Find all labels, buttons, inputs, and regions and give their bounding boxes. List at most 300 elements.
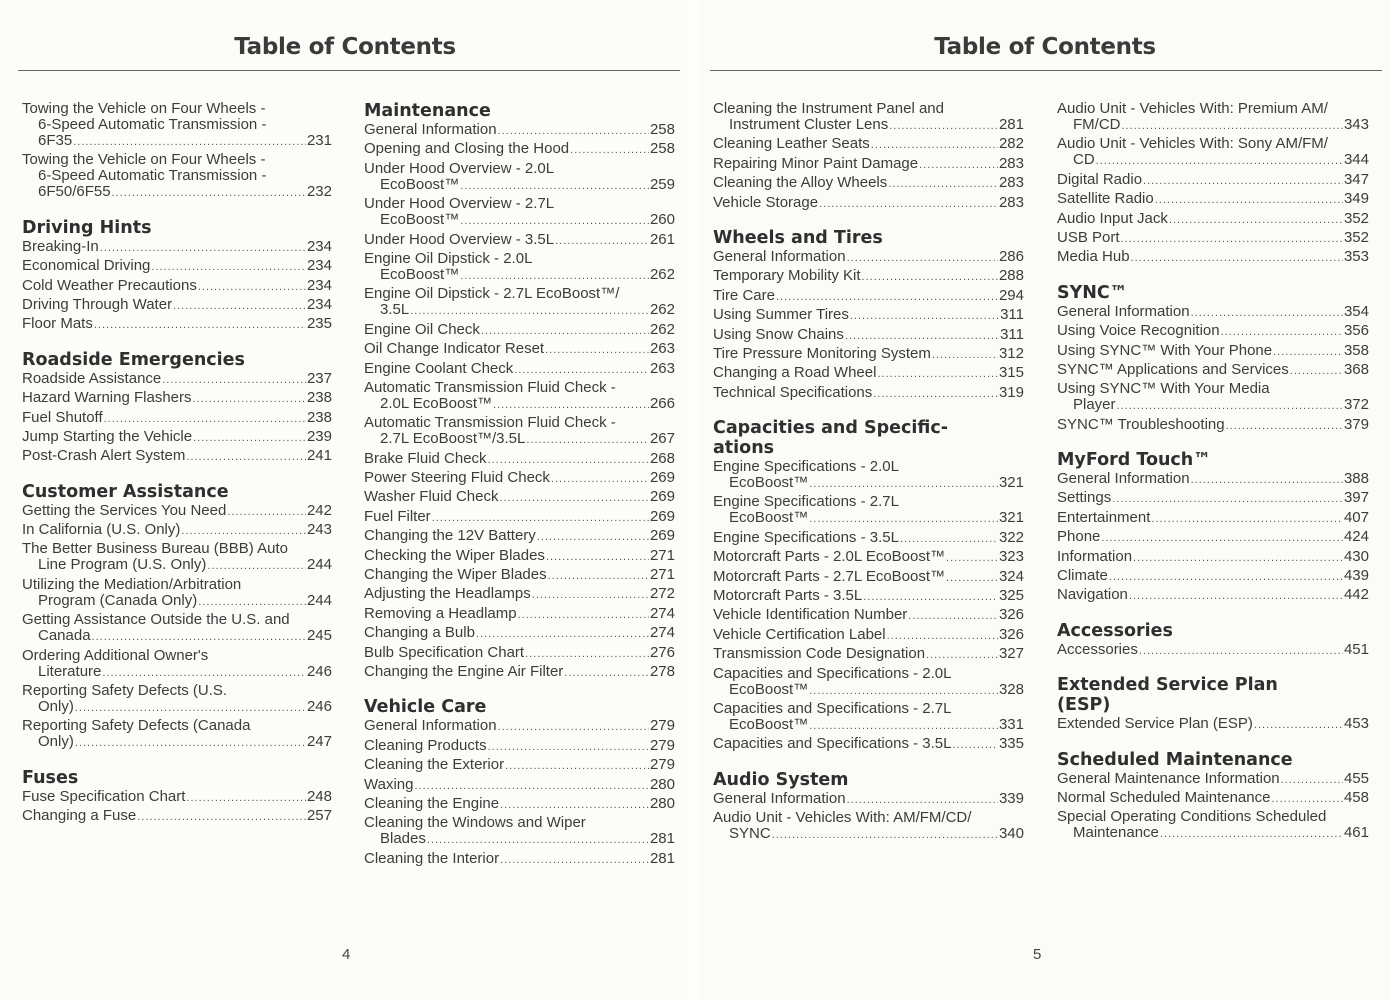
toc-entry[interactable] xyxy=(713,346,1024,363)
entry-text-line: Under Hood Overview - 2.7L xyxy=(364,196,555,213)
dot-leader xyxy=(1169,212,1343,228)
toc-entry[interactable] xyxy=(22,683,332,716)
dot-leader xyxy=(75,735,306,751)
entry-page-number: 234 xyxy=(306,276,332,294)
entry-leader-line xyxy=(364,567,675,584)
toc-entry[interactable] xyxy=(364,664,675,681)
entry-title: Fuel Filter xyxy=(364,507,431,525)
entry-text-line: Engine Specifications - 2.0L xyxy=(713,459,899,476)
dot-leader xyxy=(862,269,998,285)
entry-page-number: 322 xyxy=(998,528,1024,546)
entry-leader-line xyxy=(1057,716,1369,733)
entry-page-number: 258 xyxy=(649,140,675,158)
toc-entry[interactable] xyxy=(22,718,332,751)
toc-entry[interactable] xyxy=(22,316,332,333)
toc-entry[interactable] xyxy=(22,152,332,201)
entry-title: Settings xyxy=(1057,489,1112,507)
toc-entry[interactable] xyxy=(713,736,1024,753)
entry-text-line: Cleaning the Instrument Panel and xyxy=(713,101,944,117)
dot-leader xyxy=(481,323,649,339)
entry-page-number: 326 xyxy=(998,625,1024,643)
entry-page-number: 261 xyxy=(649,230,675,248)
dot-leader xyxy=(819,196,998,212)
section-gap xyxy=(364,683,675,697)
toc-entry[interactable] xyxy=(364,122,675,139)
entry-leader-line xyxy=(22,503,332,520)
entry-title: Washer Fluid Check xyxy=(364,488,499,506)
entry-page-number: 244 xyxy=(306,556,332,574)
dot-leader xyxy=(946,570,998,586)
toc-entry[interactable] xyxy=(364,489,675,506)
section-gap xyxy=(1057,436,1369,450)
entry-leader-line xyxy=(1057,117,1369,134)
toc-entry[interactable] xyxy=(713,327,1024,344)
toc-entry[interactable] xyxy=(713,136,1024,153)
entry-page-number: 339 xyxy=(998,789,1024,807)
entry-leader-line xyxy=(713,156,1024,173)
toc-entry[interactable] xyxy=(1057,587,1369,604)
entry-text-line: The Better Business Bureau (BBB) Auto xyxy=(22,541,288,558)
section-heading: Maintenance xyxy=(364,101,491,121)
toc-section xyxy=(1057,283,1369,434)
entry-leader-line xyxy=(1057,471,1369,488)
toc-entry[interactable] xyxy=(1057,510,1369,527)
entry-page-number: 352 xyxy=(1343,209,1369,227)
entry-page-number: 294 xyxy=(998,286,1024,304)
toc-entry[interactable] xyxy=(22,503,332,520)
entry-leader-line xyxy=(713,549,1024,566)
toc-entry[interactable] xyxy=(364,796,675,813)
dot-leader xyxy=(555,233,649,249)
dot-leader xyxy=(809,511,998,527)
entry-title: Brake Fluid Check xyxy=(364,449,487,467)
entry-title: Technical Specifications xyxy=(713,383,873,401)
dot-leader xyxy=(186,790,306,806)
toc-entry[interactable] xyxy=(364,815,675,848)
entry-title: Changing the Wiper Blades xyxy=(364,566,547,584)
dot-leader xyxy=(1139,643,1343,659)
toc-entry[interactable] xyxy=(713,288,1024,305)
toc-entry[interactable] xyxy=(22,239,332,256)
section-heading: Vehicle Care xyxy=(364,697,487,718)
dot-leader xyxy=(1273,344,1343,360)
section-gap xyxy=(1057,269,1369,283)
entry-title: 3.5L xyxy=(380,301,410,319)
entry-page-number: 276 xyxy=(649,643,675,661)
dot-leader xyxy=(514,362,649,378)
toc-entry[interactable] xyxy=(364,470,675,487)
dot-leader xyxy=(1290,363,1343,379)
dot-leader xyxy=(900,531,998,547)
toc-entry[interactable] xyxy=(364,322,675,339)
toc-entry[interactable] xyxy=(22,297,332,314)
toc-entry[interactable] xyxy=(1057,249,1369,266)
dot-leader xyxy=(919,157,998,173)
entry-text-line: 6-Speed Automatic Transmission - xyxy=(38,117,267,133)
toc-entry[interactable] xyxy=(364,718,675,735)
toc-section xyxy=(713,101,1024,212)
dot-leader xyxy=(410,303,649,319)
entry-title: Motorcraft Parts - 2.7L EcoBoost™ xyxy=(713,567,946,585)
entry-page-number: 388 xyxy=(1343,470,1369,488)
dot-leader xyxy=(1226,418,1343,434)
entry-text-line: Using SYNC™ With Your Media xyxy=(1057,381,1270,398)
dot-leader xyxy=(850,308,999,324)
entry-page-number: 245 xyxy=(306,627,332,645)
toc-entry[interactable] xyxy=(713,365,1024,382)
entry-leader-line xyxy=(364,451,675,468)
entry-title: Program (Canada Only) xyxy=(38,591,198,609)
toc-entry[interactable] xyxy=(364,586,675,603)
entry-text-line: Capacities and Specifications - 2.7L xyxy=(713,700,952,717)
toc-entry[interactable] xyxy=(1057,172,1369,189)
toc-entry[interactable] xyxy=(713,646,1024,663)
entry-title: Canada xyxy=(38,627,91,645)
toc-entry[interactable] xyxy=(364,451,675,468)
entry-page-number: 257 xyxy=(306,807,332,825)
entry-leader-line xyxy=(1057,417,1369,434)
toc-entry[interactable] xyxy=(713,101,1024,134)
dot-leader xyxy=(932,347,998,363)
entry-page-number: 326 xyxy=(998,606,1024,624)
title-rule xyxy=(18,70,680,71)
toc-entry[interactable] xyxy=(22,371,332,388)
toc-entry[interactable] xyxy=(1057,771,1369,788)
entry-title: CD xyxy=(1073,151,1095,169)
entry-title: EcoBoost™ xyxy=(729,680,809,698)
entry-title: Temporary Mobility Kit xyxy=(713,267,861,285)
toc-entry[interactable] xyxy=(364,361,675,378)
toc-entry[interactable] xyxy=(22,429,332,446)
toc-entry[interactable] xyxy=(22,577,332,610)
entry-leader-line xyxy=(1057,397,1369,414)
toc-entry[interactable] xyxy=(713,249,1024,266)
entry-leader-line xyxy=(1057,249,1369,266)
toc-entry[interactable] xyxy=(1057,490,1369,507)
entry-leader-line xyxy=(364,141,675,158)
entry-title: Opening and Closing the Hood xyxy=(364,140,570,158)
toc-section xyxy=(713,228,1024,402)
entry-title: EcoBoost™ xyxy=(729,474,809,492)
dot-leader xyxy=(173,298,306,314)
toc-entry[interactable] xyxy=(713,791,1024,808)
toc-entry[interactable] xyxy=(713,385,1024,402)
toc-entry[interactable] xyxy=(1057,101,1369,134)
toc-entry[interactable] xyxy=(364,625,675,642)
entry-leader-line xyxy=(364,738,675,755)
entry-title: Changing a Bulb xyxy=(364,624,475,642)
toc-entry[interactable] xyxy=(1057,529,1369,546)
entry-leader-line xyxy=(22,557,332,574)
toc-entry[interactable] xyxy=(364,196,675,229)
toc-entry[interactable] xyxy=(364,528,675,545)
entry-page-number: 424 xyxy=(1343,528,1369,546)
toc-column xyxy=(364,101,675,870)
toc-column xyxy=(1057,101,1369,845)
toc-entry[interactable] xyxy=(364,738,675,755)
entry-leader-line xyxy=(713,791,1024,808)
dot-leader xyxy=(889,118,998,134)
entry-text-line: Automatic Transmission Fluid Check - xyxy=(364,379,616,396)
entry-page-number: 455 xyxy=(1343,769,1369,787)
toc-entry[interactable] xyxy=(713,530,1024,547)
entry-leader-line xyxy=(364,341,675,358)
toc-entry[interactable] xyxy=(1057,211,1369,228)
toc-entry[interactable] xyxy=(364,141,675,158)
toc-entry[interactable] xyxy=(713,549,1024,566)
entry-text-line: Cleaning the Windows and Wiper xyxy=(364,815,586,832)
entry-leader-line xyxy=(713,195,1024,212)
toc-entry[interactable] xyxy=(1057,790,1369,807)
entry-leader-line xyxy=(364,777,675,794)
entry-leader-line xyxy=(364,796,675,813)
toc-entry[interactable] xyxy=(713,569,1024,586)
entry-title: Tire Pressure Monitoring System xyxy=(713,344,931,362)
entry-text-line: Special Operating Conditions Scheduled xyxy=(1057,809,1327,826)
entry-title: Cleaning the Exterior xyxy=(364,756,505,774)
dot-leader xyxy=(863,589,998,605)
toc-entry[interactable] xyxy=(364,251,675,284)
entry-leader-line xyxy=(364,645,675,662)
entry-title: Under Hood Overview - 3.5L xyxy=(364,230,555,248)
toc-entry[interactable] xyxy=(713,307,1024,324)
toc-entry[interactable] xyxy=(1057,471,1369,488)
section-gap xyxy=(713,756,1024,770)
entry-page-number: 453 xyxy=(1343,715,1369,733)
toc-entry[interactable] xyxy=(1057,362,1369,379)
dot-leader xyxy=(1151,511,1343,527)
entry-title: Jump Starting the Vehicle xyxy=(22,427,193,445)
entry-title: EcoBoost™ xyxy=(729,509,809,527)
dot-leader xyxy=(1191,305,1343,321)
entry-leader-line xyxy=(713,607,1024,624)
dot-leader xyxy=(1117,398,1343,414)
toc-entry[interactable] xyxy=(713,701,1024,734)
entry-title: FM/CD xyxy=(1073,116,1121,133)
section-heading: Capacities and Specific- ations xyxy=(713,418,948,459)
toc-section xyxy=(22,768,332,825)
entry-title: Normal Scheduled Maintenance xyxy=(1057,788,1271,806)
section-gap xyxy=(713,214,1024,228)
toc-entry[interactable] xyxy=(713,494,1024,527)
dot-leader xyxy=(847,792,998,808)
toc-entry[interactable] xyxy=(364,548,675,565)
dot-leader xyxy=(181,523,306,539)
toc-entry[interactable] xyxy=(1057,716,1369,733)
entry-leader-line xyxy=(364,396,675,413)
toc-entry[interactable] xyxy=(713,156,1024,173)
dot-leader xyxy=(546,549,649,565)
toc-entry[interactable] xyxy=(364,606,675,623)
entry-page-number: 315 xyxy=(998,364,1024,382)
entry-page-number: 238 xyxy=(306,389,332,407)
entry-page-number: 242 xyxy=(306,501,332,519)
toc-entry[interactable] xyxy=(713,195,1024,212)
toc-entry[interactable] xyxy=(713,459,1024,492)
entry-text-line: Capacities and Specifications - 2.0L xyxy=(713,665,952,682)
toc-entry[interactable] xyxy=(1057,642,1369,659)
toc-entry[interactable] xyxy=(713,175,1024,192)
dot-leader xyxy=(776,289,998,305)
dot-leader xyxy=(193,391,306,407)
toc-entry[interactable] xyxy=(22,410,332,427)
dot-leader xyxy=(500,797,649,813)
section-gap xyxy=(713,404,1024,418)
toc-section xyxy=(22,482,332,752)
dot-leader xyxy=(1221,324,1343,340)
section-heading: Extended Service Plan (ESP) xyxy=(1057,675,1278,716)
entry-title: Using SYNC™ With Your Phone xyxy=(1057,341,1273,359)
dot-leader xyxy=(845,328,999,344)
entry-page-number: 368 xyxy=(1343,360,1369,378)
toc-entry[interactable] xyxy=(22,789,332,806)
entry-text-line: Towing the Vehicle on Four Wheels - xyxy=(22,152,266,169)
toc-entry[interactable] xyxy=(22,448,332,465)
toc-entry[interactable] xyxy=(713,268,1024,285)
entry-title: Changing a Road Wheel xyxy=(713,364,877,382)
entry-title: Line Program (U.S. Only) xyxy=(38,556,207,574)
entry-page-number: 280 xyxy=(649,775,675,793)
toc-entry[interactable] xyxy=(22,258,332,275)
toc-entry[interactable] xyxy=(364,341,675,358)
toc-entry[interactable] xyxy=(364,851,675,868)
entry-page-number: 281 xyxy=(998,116,1024,133)
dot-leader xyxy=(871,137,998,153)
toc-entry[interactable] xyxy=(713,607,1024,624)
entry-leader-line xyxy=(22,522,332,539)
entry-leader-line xyxy=(713,826,1024,843)
entry-page-number: 343 xyxy=(1343,116,1369,133)
entry-title: Capacities and Specifications - 3.5L xyxy=(713,735,952,753)
entry-leader-line xyxy=(1057,510,1369,527)
toc-entry[interactable] xyxy=(364,286,675,319)
toc-entry[interactable] xyxy=(22,522,332,539)
entry-title: 2.0L EcoBoost™ xyxy=(380,394,493,412)
toc-entry[interactable] xyxy=(1057,304,1369,321)
entry-text-line: Engine Specifications - 2.7L xyxy=(713,494,899,511)
toc-entry[interactable] xyxy=(1057,417,1369,434)
toc-entry[interactable] xyxy=(1057,323,1369,340)
dot-leader xyxy=(498,123,649,139)
entry-page-number: 239 xyxy=(306,427,332,445)
toc-entry[interactable] xyxy=(364,645,675,662)
toc-entry[interactable] xyxy=(1057,549,1369,566)
entry-page-number: 335 xyxy=(998,735,1024,753)
entry-title: SYNC xyxy=(729,825,771,843)
entry-title: Motorcraft Parts - 2.0L EcoBoost™ xyxy=(713,548,946,566)
toc-entry[interactable] xyxy=(1057,191,1369,208)
toc-entry[interactable] xyxy=(1057,568,1369,585)
toc-entry[interactable] xyxy=(364,567,675,584)
toc-entry[interactable] xyxy=(364,415,675,448)
toc-entry[interactable] xyxy=(22,390,332,407)
entry-title: Engine Coolant Check xyxy=(364,359,514,377)
dot-leader xyxy=(1191,472,1343,488)
dot-leader xyxy=(207,558,306,574)
toc-entry[interactable] xyxy=(713,810,1024,843)
toc-entry[interactable] xyxy=(713,588,1024,605)
dot-leader xyxy=(493,397,649,413)
entry-page-number: 281 xyxy=(649,830,675,848)
entry-title: Player xyxy=(1073,396,1116,414)
entry-leader-line xyxy=(1057,230,1369,247)
entry-page-number: 288 xyxy=(998,267,1024,285)
entry-page-number: 231 xyxy=(306,132,332,149)
entry-leader-line xyxy=(364,489,675,506)
entry-title: Waxing xyxy=(364,775,414,793)
entry-title: Cleaning the Interior xyxy=(364,849,500,867)
dot-leader xyxy=(498,719,649,735)
entry-leader-line xyxy=(1057,771,1369,788)
toc-entry[interactable] xyxy=(22,612,332,645)
entry-title: Audio Input Jack xyxy=(1057,209,1168,227)
toc-entry[interactable] xyxy=(364,232,675,249)
toc-entry[interactable] xyxy=(364,509,675,526)
dot-leader xyxy=(1122,118,1343,134)
entry-title: Transmission Code Designation xyxy=(713,645,926,663)
toc-entry[interactable] xyxy=(22,541,332,574)
dot-leader xyxy=(888,176,998,192)
toc-entry[interactable] xyxy=(22,278,332,295)
entry-leader-line xyxy=(364,509,675,526)
toc-entry[interactable] xyxy=(364,777,675,794)
toc-entry[interactable] xyxy=(1057,809,1369,842)
entry-page-number: 354 xyxy=(1343,302,1369,320)
entry-page-number: 271 xyxy=(649,546,675,564)
toc-entry[interactable] xyxy=(22,808,332,825)
entry-title: Oil Change Indicator Reset xyxy=(364,340,545,358)
entry-leader-line xyxy=(22,278,332,295)
toc-entry[interactable] xyxy=(22,101,332,150)
entry-page-number: 321 xyxy=(998,509,1024,527)
entry-page-number: 331 xyxy=(998,715,1024,733)
toc-entry[interactable] xyxy=(22,648,332,681)
entry-title: General Information xyxy=(713,247,846,265)
entry-title: Tire Care xyxy=(713,286,775,304)
dot-leader xyxy=(1109,569,1343,585)
dot-leader xyxy=(198,279,306,295)
entry-title: Vehicle Certification Label xyxy=(713,625,886,643)
entry-page-number: 247 xyxy=(306,733,332,751)
page-number: 5 xyxy=(1033,946,1042,963)
dot-leader xyxy=(151,259,306,275)
toc-entry[interactable] xyxy=(713,627,1024,644)
toc-entry[interactable] xyxy=(1057,136,1369,169)
entry-page-number: 352 xyxy=(1343,228,1369,246)
toc-entry[interactable] xyxy=(713,666,1024,699)
entry-page-number: 267 xyxy=(649,430,675,448)
toc-entry[interactable] xyxy=(1057,343,1369,360)
toc-entry[interactable] xyxy=(1057,381,1369,414)
entry-leader-line xyxy=(1057,191,1369,208)
entry-page-number: 258 xyxy=(649,121,675,138)
dot-leader xyxy=(500,852,649,868)
entry-leader-line xyxy=(1057,152,1369,169)
toc-entry[interactable] xyxy=(1057,230,1369,247)
dot-leader xyxy=(873,386,998,402)
entry-leader-line xyxy=(364,232,675,249)
entry-page-number: 268 xyxy=(649,449,675,467)
entry-text-line: Reporting Safety Defects (Canada xyxy=(22,718,251,735)
toc-entry[interactable] xyxy=(364,161,675,194)
entry-leader-line xyxy=(22,699,332,716)
dot-leader xyxy=(946,550,998,566)
dot-leader xyxy=(545,342,649,358)
toc-entry[interactable] xyxy=(364,757,675,774)
dot-leader xyxy=(488,452,649,468)
entry-leader-line xyxy=(1057,362,1369,379)
toc-entry[interactable] xyxy=(364,380,675,413)
